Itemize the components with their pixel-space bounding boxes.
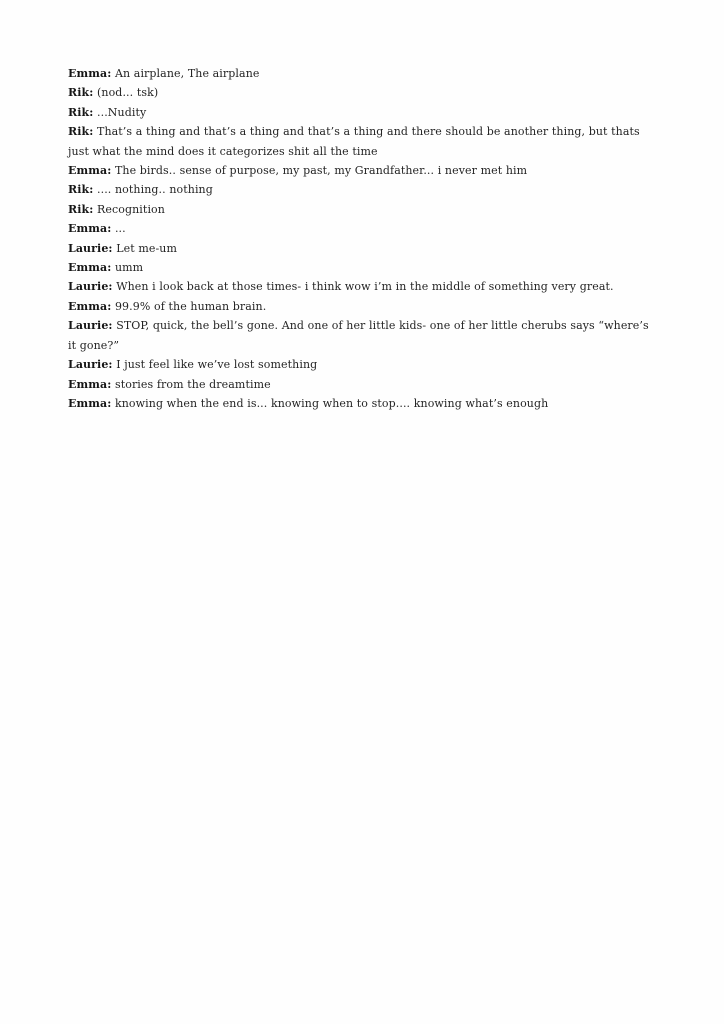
dialogue-line [68,180,656,199]
speaker-name: Rik: [68,105,94,119]
dialogue-line [68,316,656,355]
transcript-body [68,64,656,413]
dialogue-line [68,161,656,180]
dialogue-line [68,297,656,316]
dialogue-line [68,375,656,394]
dialogue-line [68,83,656,102]
dialogue-text: That’s a thing and that’s a thing and that’s a thing and there should be another thing, but thats just what the mind does it categorizes shit all the time [68,125,640,158]
dialogue-text: When i look back at those times- i think wow i’m in the middle of something very great. [112,280,614,294]
dialogue-text: .... nothing.. nothing [93,183,213,197]
dialogue-text: ...Nudity [93,105,147,119]
dialogue-line [68,122,656,161]
dialogue-text: stories from the dreamtime [111,377,271,391]
dialogue-line [68,103,656,122]
dialogue-text: knowing when the end is... knowing when to stop.... knowing what’s enough [111,396,549,410]
dialogue-line [68,258,656,277]
speaker-name: Emma: [68,377,112,391]
speaker-name: Emma: [68,164,112,178]
dialogue-text: STOP, quick, the bell’s gone. And one of her little kids- one of her little cherubs says “where’s it gone?” [68,319,649,352]
speaker-name: Emma: [68,299,112,313]
dialogue-line [68,394,656,413]
dialogue-line [68,239,656,258]
dialogue-text: Let me-um [112,241,177,255]
speaker-name: Laurie: [68,358,113,372]
speaker-name: Laurie: [68,280,113,294]
dialogue-text: I just feel like we’ve lost something [112,358,318,372]
dialogue-text: umm [111,261,144,275]
speaker-name: Emma: [68,67,112,80]
speaker-name: Emma: [68,261,112,275]
dialogue-line [68,200,656,219]
dialogue-text: ... [111,222,126,236]
speaker-name: Rik: [68,125,94,139]
speaker-name: Emma: [68,396,112,410]
speaker-name: Laurie: [68,241,113,255]
dialogue-text: The birds.. sense of purpose, my past, my Grandfather... i never met him [111,164,528,178]
dialogue-line [68,64,656,83]
dialogue-line [68,219,656,238]
dialogue-text: An airplane, The airplane [111,67,260,80]
speaker-name: Emma: [68,222,112,236]
dialogue-line [68,355,656,374]
speaker-name: Rik: [68,183,94,197]
dialogue-text: 99.9% of the human brain. [111,299,267,313]
dialogue-text: Recognition [93,202,165,216]
dialogue-text: (nod... tsk) [93,86,159,100]
speaker-name: Laurie: [68,319,113,333]
dialogue-line [68,277,656,296]
speaker-name: Rik: [68,86,94,100]
speaker-name: Rik: [68,202,94,216]
